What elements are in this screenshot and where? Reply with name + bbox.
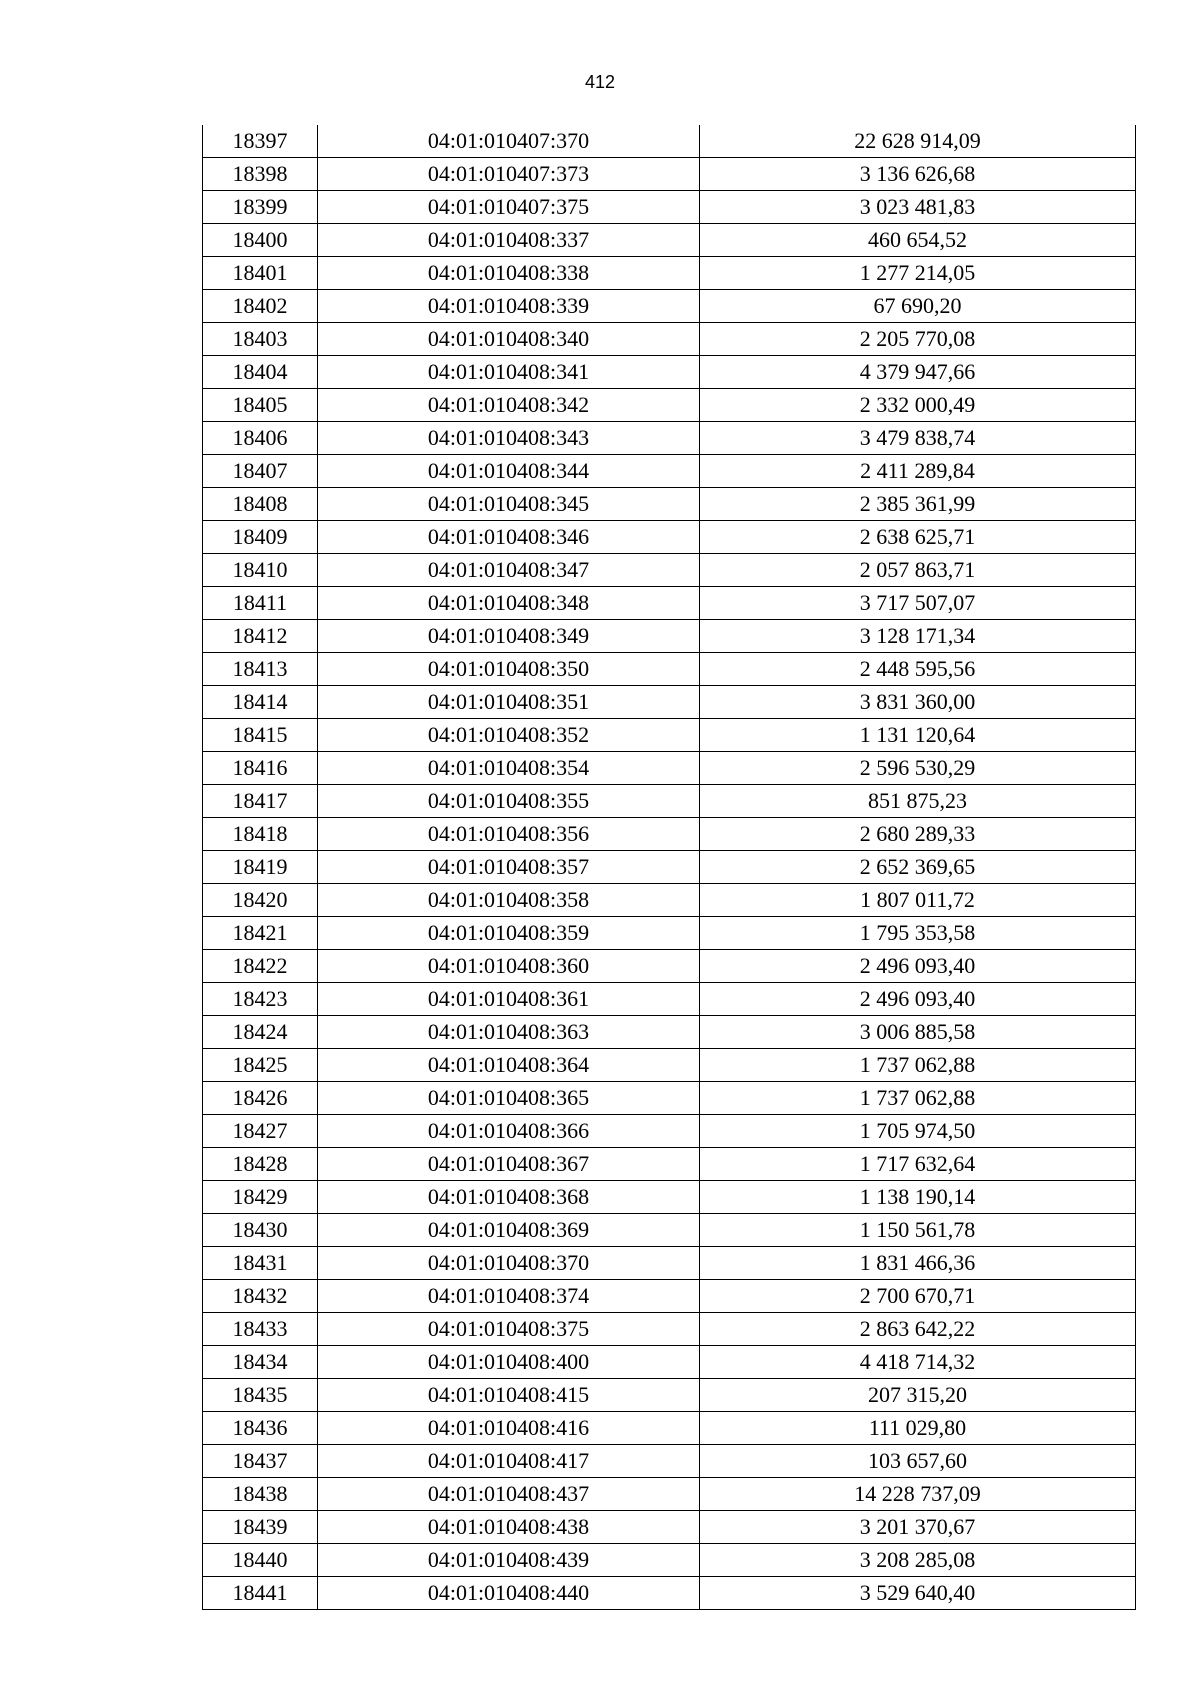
cadastral-number-cell: 04:01:010408:439 (318, 1544, 700, 1577)
row-number-cell: 18410 (203, 554, 318, 587)
row-number-cell: 18414 (203, 686, 318, 719)
table-row (203, 488, 1136, 521)
cadastral-number-cell: 04:01:010408:440 (318, 1577, 700, 1610)
table-row (203, 1148, 1136, 1181)
row-number-cell: 18423 (203, 983, 318, 1016)
cadastral-number-cell: 04:01:010408:356 (318, 818, 700, 851)
row-number-cell: 18398 (203, 158, 318, 191)
value-cell: 2 638 625,71 (700, 521, 1136, 554)
cadastral-number-cell: 04:01:010407:370 (318, 125, 700, 158)
table-row (203, 1313, 1136, 1346)
value-cell: 2 496 093,40 (700, 983, 1136, 1016)
row-number-cell: 18415 (203, 719, 318, 752)
row-number-cell: 18429 (203, 1181, 318, 1214)
value-cell: 1 831 466,36 (700, 1247, 1136, 1280)
value-cell: 67 690,20 (700, 290, 1136, 323)
cadastral-number-cell: 04:01:010408:361 (318, 983, 700, 1016)
row-number-cell: 18441 (203, 1577, 318, 1610)
value-cell: 2 652 369,65 (700, 851, 1136, 884)
cadastral-number-cell: 04:01:010408:350 (318, 653, 700, 686)
table-row (203, 290, 1136, 323)
value-cell: 22 628 914,09 (700, 125, 1136, 158)
cadastral-number-cell: 04:01:010408:374 (318, 1280, 700, 1313)
value-cell: 1 277 214,05 (700, 257, 1136, 290)
row-number-cell: 18406 (203, 422, 318, 455)
value-cell: 1 131 120,64 (700, 719, 1136, 752)
table-row (203, 950, 1136, 983)
row-number-cell: 18402 (203, 290, 318, 323)
value-cell: 1 737 062,88 (700, 1049, 1136, 1082)
value-cell: 1 138 190,14 (700, 1181, 1136, 1214)
value-cell: 3 023 481,83 (700, 191, 1136, 224)
table-row (203, 620, 1136, 653)
table-row (203, 356, 1136, 389)
row-number-cell: 18419 (203, 851, 318, 884)
cadastral-number-cell: 04:01:010408:438 (318, 1511, 700, 1544)
table-row (203, 257, 1136, 290)
table-row (203, 1379, 1136, 1412)
cadastral-number-cell: 04:01:010407:375 (318, 191, 700, 224)
table-row (203, 851, 1136, 884)
value-cell: 3 006 885,58 (700, 1016, 1136, 1049)
row-number-cell: 18411 (203, 587, 318, 620)
row-number-cell: 18438 (203, 1478, 318, 1511)
cadastral-number-cell: 04:01:010408:367 (318, 1148, 700, 1181)
page-number: 412 (584, 72, 616, 92)
row-number-cell: 18435 (203, 1379, 318, 1412)
table-body (203, 125, 1136, 1610)
row-number-cell: 18401 (203, 257, 318, 290)
table-row (203, 125, 1136, 158)
row-number-cell: 18407 (203, 455, 318, 488)
cadastral-number-cell: 04:01:010408:343 (318, 422, 700, 455)
row-number-cell: 18408 (203, 488, 318, 521)
value-cell: 2 411 289,84 (700, 455, 1136, 488)
value-cell: 207 315,20 (700, 1379, 1136, 1412)
value-cell: 1 150 561,78 (700, 1214, 1136, 1247)
value-cell: 1 717 632,64 (700, 1148, 1136, 1181)
cadastral-number-cell: 04:01:010408:349 (318, 620, 700, 653)
cadastral-number-cell: 04:01:010408:400 (318, 1346, 700, 1379)
row-number-cell: 18440 (203, 1544, 318, 1577)
value-cell: 2 385 361,99 (700, 488, 1136, 521)
row-number-cell: 18417 (203, 785, 318, 818)
value-cell: 3 717 507,07 (700, 587, 1136, 620)
cadastral-number-cell: 04:01:010408:337 (318, 224, 700, 257)
cadastral-number-cell: 04:01:010408:345 (318, 488, 700, 521)
row-number-cell: 18433 (203, 1313, 318, 1346)
table-row (203, 1049, 1136, 1082)
cadastral-number-cell: 04:01:010408:415 (318, 1379, 700, 1412)
row-number-cell: 18404 (203, 356, 318, 389)
cadastral-number-cell: 04:01:010408:341 (318, 356, 700, 389)
table-row (203, 1511, 1136, 1544)
row-number-cell: 18436 (203, 1412, 318, 1445)
cadastral-number-cell: 04:01:010408:344 (318, 455, 700, 488)
row-number-cell: 18421 (203, 917, 318, 950)
value-cell: 2 448 595,56 (700, 653, 1136, 686)
table-row (203, 1247, 1136, 1280)
table-row (203, 1478, 1136, 1511)
table-row (203, 1115, 1136, 1148)
cadastral-number-cell: 04:01:010408:369 (318, 1214, 700, 1247)
table-row (203, 653, 1136, 686)
value-cell: 4 418 714,32 (700, 1346, 1136, 1379)
value-cell: 2 205 770,08 (700, 323, 1136, 356)
row-number-cell: 18434 (203, 1346, 318, 1379)
table-row (203, 554, 1136, 587)
table-row (203, 1280, 1136, 1313)
value-cell: 3 529 640,40 (700, 1577, 1136, 1610)
table-row (203, 1544, 1136, 1577)
row-number-cell: 18437 (203, 1445, 318, 1478)
row-number-cell: 18424 (203, 1016, 318, 1049)
cadastral-number-cell: 04:01:010408:363 (318, 1016, 700, 1049)
row-number-cell: 18397 (203, 125, 318, 158)
value-cell: 3 208 285,08 (700, 1544, 1136, 1577)
row-number-cell: 18426 (203, 1082, 318, 1115)
table-row (203, 752, 1136, 785)
row-number-cell: 18430 (203, 1214, 318, 1247)
table-row (203, 686, 1136, 719)
row-number-cell: 18432 (203, 1280, 318, 1313)
table-row (203, 1181, 1136, 1214)
cadastral-number-cell: 04:01:010408:375 (318, 1313, 700, 1346)
value-cell: 2 332 000,49 (700, 389, 1136, 422)
value-cell: 3 128 171,34 (700, 620, 1136, 653)
row-number-cell: 18409 (203, 521, 318, 554)
value-cell: 2 680 289,33 (700, 818, 1136, 851)
value-cell: 2 596 530,29 (700, 752, 1136, 785)
table-row (203, 983, 1136, 1016)
cadastral-number-cell: 04:01:010408:365 (318, 1082, 700, 1115)
cadastral-number-cell: 04:01:010408:351 (318, 686, 700, 719)
cadastral-number-cell: 04:01:010408:355 (318, 785, 700, 818)
cadastral-number-cell: 04:01:010408:354 (318, 752, 700, 785)
row-number-cell: 18420 (203, 884, 318, 917)
table-row (203, 719, 1136, 752)
table-row (203, 158, 1136, 191)
row-number-cell: 18400 (203, 224, 318, 257)
cadastral-number-cell: 04:01:010408:359 (318, 917, 700, 950)
cadastral-number-cell: 04:01:010408:346 (318, 521, 700, 554)
table-row (203, 224, 1136, 257)
value-cell: 111 029,80 (700, 1412, 1136, 1445)
value-cell: 3 201 370,67 (700, 1511, 1136, 1544)
row-number-cell: 18431 (203, 1247, 318, 1280)
cadastral-number-cell: 04:01:010408:368 (318, 1181, 700, 1214)
value-cell: 1 737 062,88 (700, 1082, 1136, 1115)
cadastral-number-cell: 04:01:010408:357 (318, 851, 700, 884)
table-row (203, 455, 1136, 488)
row-number-cell: 18413 (203, 653, 318, 686)
table-row (203, 587, 1136, 620)
table-row (203, 1016, 1136, 1049)
cadastral-number-cell: 04:01:010408:352 (318, 719, 700, 752)
cadastral-number-cell: 04:01:010408:339 (318, 290, 700, 323)
row-number-cell: 18403 (203, 323, 318, 356)
cadastral-number-cell: 04:01:010408:417 (318, 1445, 700, 1478)
row-number-cell: 18439 (203, 1511, 318, 1544)
table-row (203, 1577, 1136, 1610)
table-row (203, 1445, 1136, 1478)
cadastral-number-cell: 04:01:010408:358 (318, 884, 700, 917)
table-row (203, 884, 1136, 917)
value-cell: 2 057 863,71 (700, 554, 1136, 587)
cadastral-number-cell: 04:01:010408:348 (318, 587, 700, 620)
row-number-cell: 18422 (203, 950, 318, 983)
value-cell: 3 479 838,74 (700, 422, 1136, 455)
cadastral-number-cell: 04:01:010407:373 (318, 158, 700, 191)
cadastral-number-cell: 04:01:010408:347 (318, 554, 700, 587)
table-row (203, 323, 1136, 356)
cadastral-number-cell: 04:01:010408:416 (318, 1412, 700, 1445)
cadastral-number-cell: 04:01:010408:364 (318, 1049, 700, 1082)
table-row (203, 191, 1136, 224)
value-cell: 3 136 626,68 (700, 158, 1136, 191)
table-row (203, 1082, 1136, 1115)
value-cell: 2 863 642,22 (700, 1313, 1136, 1346)
value-cell: 14 228 737,09 (700, 1478, 1136, 1511)
row-number-cell: 18399 (203, 191, 318, 224)
value-cell: 1 795 353,58 (700, 917, 1136, 950)
cadastral-number-cell: 04:01:010408:370 (318, 1247, 700, 1280)
table-row (203, 818, 1136, 851)
cadastral-number-cell: 04:01:010408:360 (318, 950, 700, 983)
row-number-cell: 18427 (203, 1115, 318, 1148)
table-row (203, 521, 1136, 554)
row-number-cell: 18416 (203, 752, 318, 785)
row-number-cell: 18425 (203, 1049, 318, 1082)
table-row (203, 389, 1136, 422)
value-cell: 851 875,23 (700, 785, 1136, 818)
cadastral-number-cell: 04:01:010408:437 (318, 1478, 700, 1511)
cadastral-number-cell: 04:01:010408:342 (318, 389, 700, 422)
table-row (203, 785, 1136, 818)
value-cell: 1 807 011,72 (700, 884, 1136, 917)
row-number-cell: 18418 (203, 818, 318, 851)
value-cell: 1 705 974,50 (700, 1115, 1136, 1148)
value-cell: 2 496 093,40 (700, 950, 1136, 983)
row-number-cell: 18428 (203, 1148, 318, 1181)
table-row (203, 1346, 1136, 1379)
table-row (203, 422, 1136, 455)
value-cell: 4 379 947,66 (700, 356, 1136, 389)
data-table (202, 125, 1136, 1610)
cadastral-number-cell: 04:01:010408:366 (318, 1115, 700, 1148)
value-cell: 103 657,60 (700, 1445, 1136, 1478)
value-cell: 2 700 670,71 (700, 1280, 1136, 1313)
row-number-cell: 18412 (203, 620, 318, 653)
table-row (203, 1214, 1136, 1247)
row-number-cell: 18405 (203, 389, 318, 422)
cadastral-number-cell: 04:01:010408:338 (318, 257, 700, 290)
table-row (203, 917, 1136, 950)
table-row (203, 1412, 1136, 1445)
value-cell: 460 654,52 (700, 224, 1136, 257)
cadastral-number-cell: 04:01:010408:340 (318, 323, 700, 356)
value-cell: 3 831 360,00 (700, 686, 1136, 719)
